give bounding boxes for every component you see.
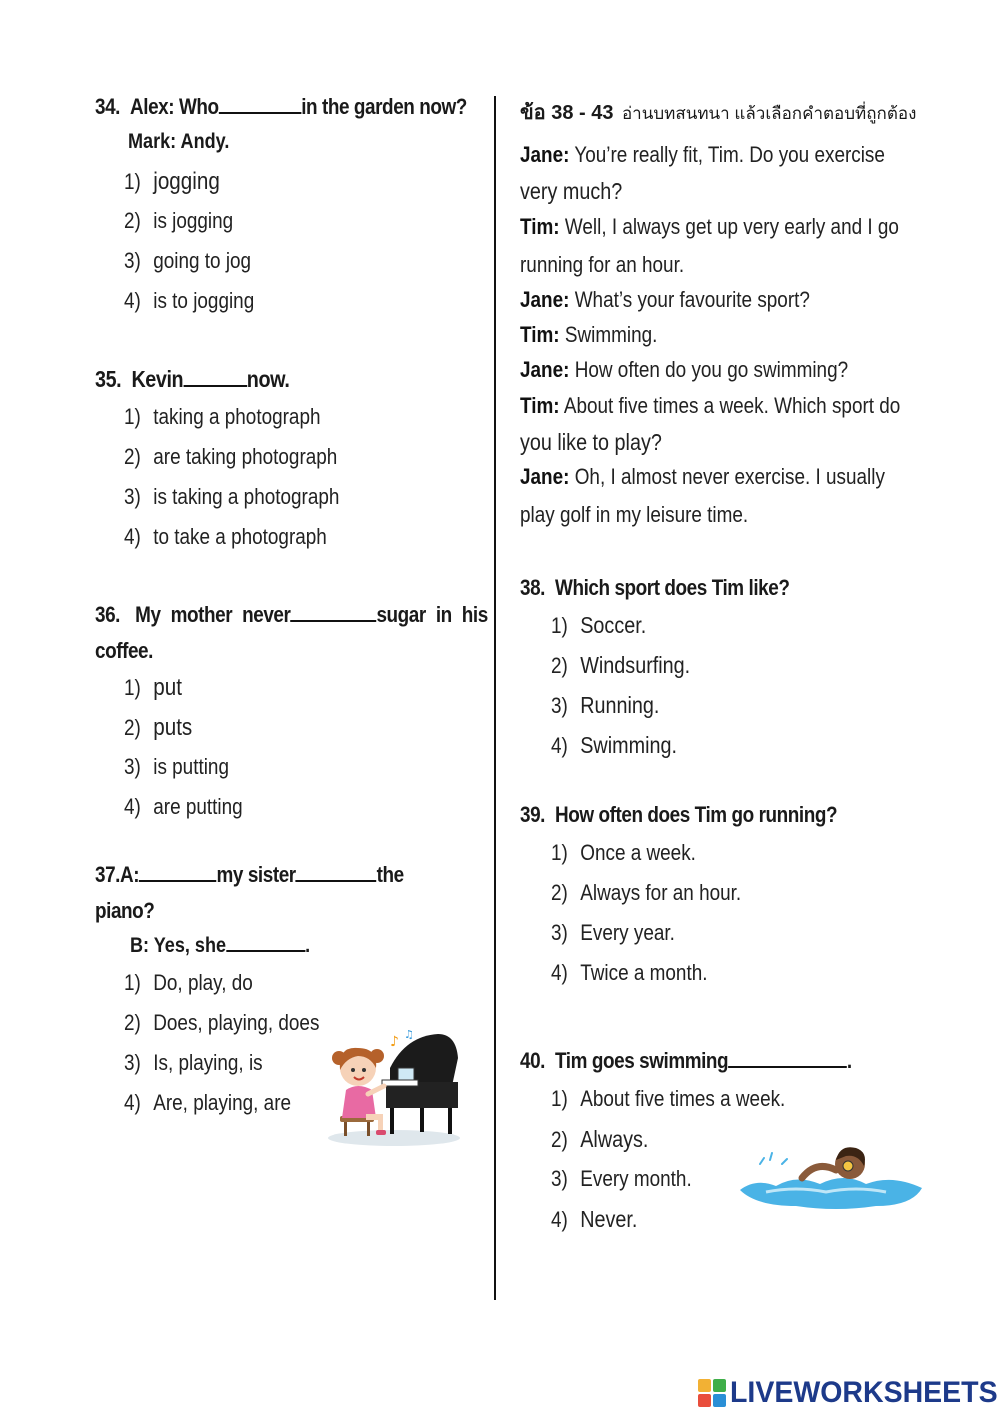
option-38-3[interactable]: 3) Running. <box>551 692 660 718</box>
answer-blank[interactable] <box>290 602 376 622</box>
option-38-4[interactable]: 4) Swimming. <box>551 732 677 758</box>
girl-eye <box>351 1068 355 1072</box>
question-number: 38. <box>520 575 546 600</box>
answer-blank[interactable] <box>226 932 305 952</box>
option-37-3[interactable]: 3) Is, playing, is <box>124 1050 263 1075</box>
option-36-2[interactable]: 2) puts <box>124 714 193 741</box>
column-divider <box>494 96 496 1300</box>
girl-pigtail <box>332 1051 346 1065</box>
water <box>740 1178 922 1209</box>
piano-keys <box>382 1080 418 1086</box>
option-35-2[interactable]: 2) are taking photograph <box>124 444 338 469</box>
option-35-3[interactable]: 3) is taking a photograph <box>124 484 340 509</box>
stool-leg <box>344 1122 347 1136</box>
option-38-2[interactable]: 2) Windsurfing. <box>551 652 691 678</box>
girl-leg <box>378 1114 383 1132</box>
question-37 <box>95 862 404 888</box>
dialogue-line: Jane: Oh, I almost never exercise. I usually <box>520 464 885 489</box>
answer-blank[interactable] <box>296 862 377 882</box>
question-text: Tim goes swimming <box>555 1048 729 1073</box>
boy-swimming-illustration <box>736 1134 926 1214</box>
question-number: 36. <box>95 602 121 627</box>
option-38-1[interactable]: 1) Soccer. <box>551 612 647 638</box>
option-39-2[interactable]: 2) Always for an hour. <box>551 880 742 905</box>
dialogue-line: very much? <box>520 178 623 204</box>
question-38 <box>520 575 789 601</box>
question-36-cont: coffee. <box>95 638 153 663</box>
dialogue-line: play golf in my leisure time. <box>520 502 749 527</box>
option-39-1[interactable]: 1) Once a week. <box>551 840 696 865</box>
girl-eye <box>362 1068 366 1072</box>
question-text: Kevin <box>131 366 184 392</box>
piano-leg <box>390 1108 394 1134</box>
liveworksheets-logo <box>698 1376 1000 1410</box>
option-37-2[interactable]: 2) Does, playing, does <box>124 1010 320 1035</box>
logo-text: LIVEWORKSHEETS <box>730 1376 998 1409</box>
piano-leg <box>420 1108 424 1132</box>
dialogue-line: Tim: Well, I always get up very early and I go <box>520 214 899 239</box>
water-splash <box>760 1153 787 1164</box>
option-40-1[interactable]: 1) About five times a week. <box>551 1086 786 1111</box>
swimmer-arm <box>802 1166 836 1178</box>
reading-instructions <box>520 96 916 128</box>
question-text: My mother never <box>135 602 291 627</box>
option-39-3[interactable]: 3) Every year. <box>551 920 675 945</box>
option-36-4[interactable]: 4) are putting <box>124 794 243 819</box>
question-text: my sister <box>216 862 296 887</box>
question-text: the <box>376 862 404 887</box>
question-text: in the garden now? <box>301 94 467 119</box>
option-34-1[interactable]: 1) jogging <box>124 168 220 195</box>
option-36-1[interactable]: 1) put <box>124 674 182 701</box>
dialogue-line: Tim: Swimming. <box>520 322 658 347</box>
option-36-3[interactable]: 3) is putting <box>124 754 229 779</box>
question-text: sugar in his <box>376 602 488 627</box>
music-sheet <box>398 1068 414 1080</box>
option-37-4[interactable]: 4) Are, playing, are <box>124 1090 292 1115</box>
option-34-4[interactable]: 4) is to jogging <box>124 288 255 313</box>
girl-pigtail <box>370 1049 384 1063</box>
option-39-4[interactable]: 4) Twice a month. <box>551 960 708 985</box>
question-39 <box>520 802 837 828</box>
instruction-text: อ่านบทสนทนา แล้วเลือกคำตอบที่ถูกต้อง <box>621 104 917 123</box>
option-40-2[interactable]: 2) Always. <box>551 1126 649 1152</box>
question-text: . <box>846 1048 852 1073</box>
option-40-4[interactable]: 4) Never. <box>551 1206 638 1232</box>
question-34-reply: Mark: Andy. <box>128 130 230 153</box>
dialogue-line: running for an hour. <box>520 252 685 277</box>
answer-blank[interactable] <box>183 367 247 387</box>
option-37-1[interactable]: 1) Do, play, do <box>124 970 253 995</box>
question-number: 34. <box>95 94 121 119</box>
question-36 <box>95 602 488 628</box>
question-text: now. <box>246 366 290 392</box>
question-number: 40. <box>520 1048 546 1073</box>
goggles-icon <box>843 1161 853 1171</box>
option-34-2[interactable]: 2) is jogging <box>124 208 234 233</box>
music-note-icon: ♫ <box>404 1028 414 1041</box>
answer-blank[interactable] <box>219 94 302 114</box>
answer-blank[interactable] <box>728 1048 847 1068</box>
question-number: 37.A: <box>95 862 140 887</box>
stool-leg <box>367 1122 370 1136</box>
music-note-icon: ♪ <box>390 1034 399 1050</box>
question-34 <box>95 94 467 120</box>
question-number: 39. <box>520 802 546 827</box>
question-37-cont: piano? <box>95 898 155 923</box>
answer-blank[interactable] <box>139 862 216 882</box>
dialogue-line: Jane: You’re really fit, Tim. Do you exercise <box>520 142 885 167</box>
question-text: Alex: Who <box>130 94 219 119</box>
dialogue-line: Tim: About five times a week. Which sport do <box>520 393 901 418</box>
question-40 <box>520 1048 852 1074</box>
question-text: How often does Tim go running? <box>555 802 838 827</box>
dialogue-line: you like to play? <box>520 429 662 455</box>
dialogue-line: Jane: What’s your favourite sport? <box>520 287 810 312</box>
question-number: 35. <box>95 366 122 392</box>
question-text: Which sport does Tim like? <box>555 575 790 600</box>
dialogue-line: Jane: How often do you go swimming? <box>520 357 849 382</box>
option-35-1[interactable]: 1) taking a photograph <box>124 404 321 429</box>
girl-playing-piano-illustration <box>320 1028 462 1148</box>
option-34-3[interactable]: 3) going to jog <box>124 248 252 273</box>
girl-shoe <box>376 1130 386 1135</box>
question-35 <box>95 366 289 393</box>
option-35-4[interactable]: 4) to take a photograph <box>124 524 327 549</box>
instruction-range: ข้อ 38 - 43 <box>520 102 614 124</box>
option-40-3[interactable]: 3) Every month. <box>551 1166 692 1191</box>
question-37-reply: B: Yes, she . <box>130 934 311 957</box>
piano-leg <box>448 1108 452 1134</box>
logo-icon <box>698 1379 726 1407</box>
